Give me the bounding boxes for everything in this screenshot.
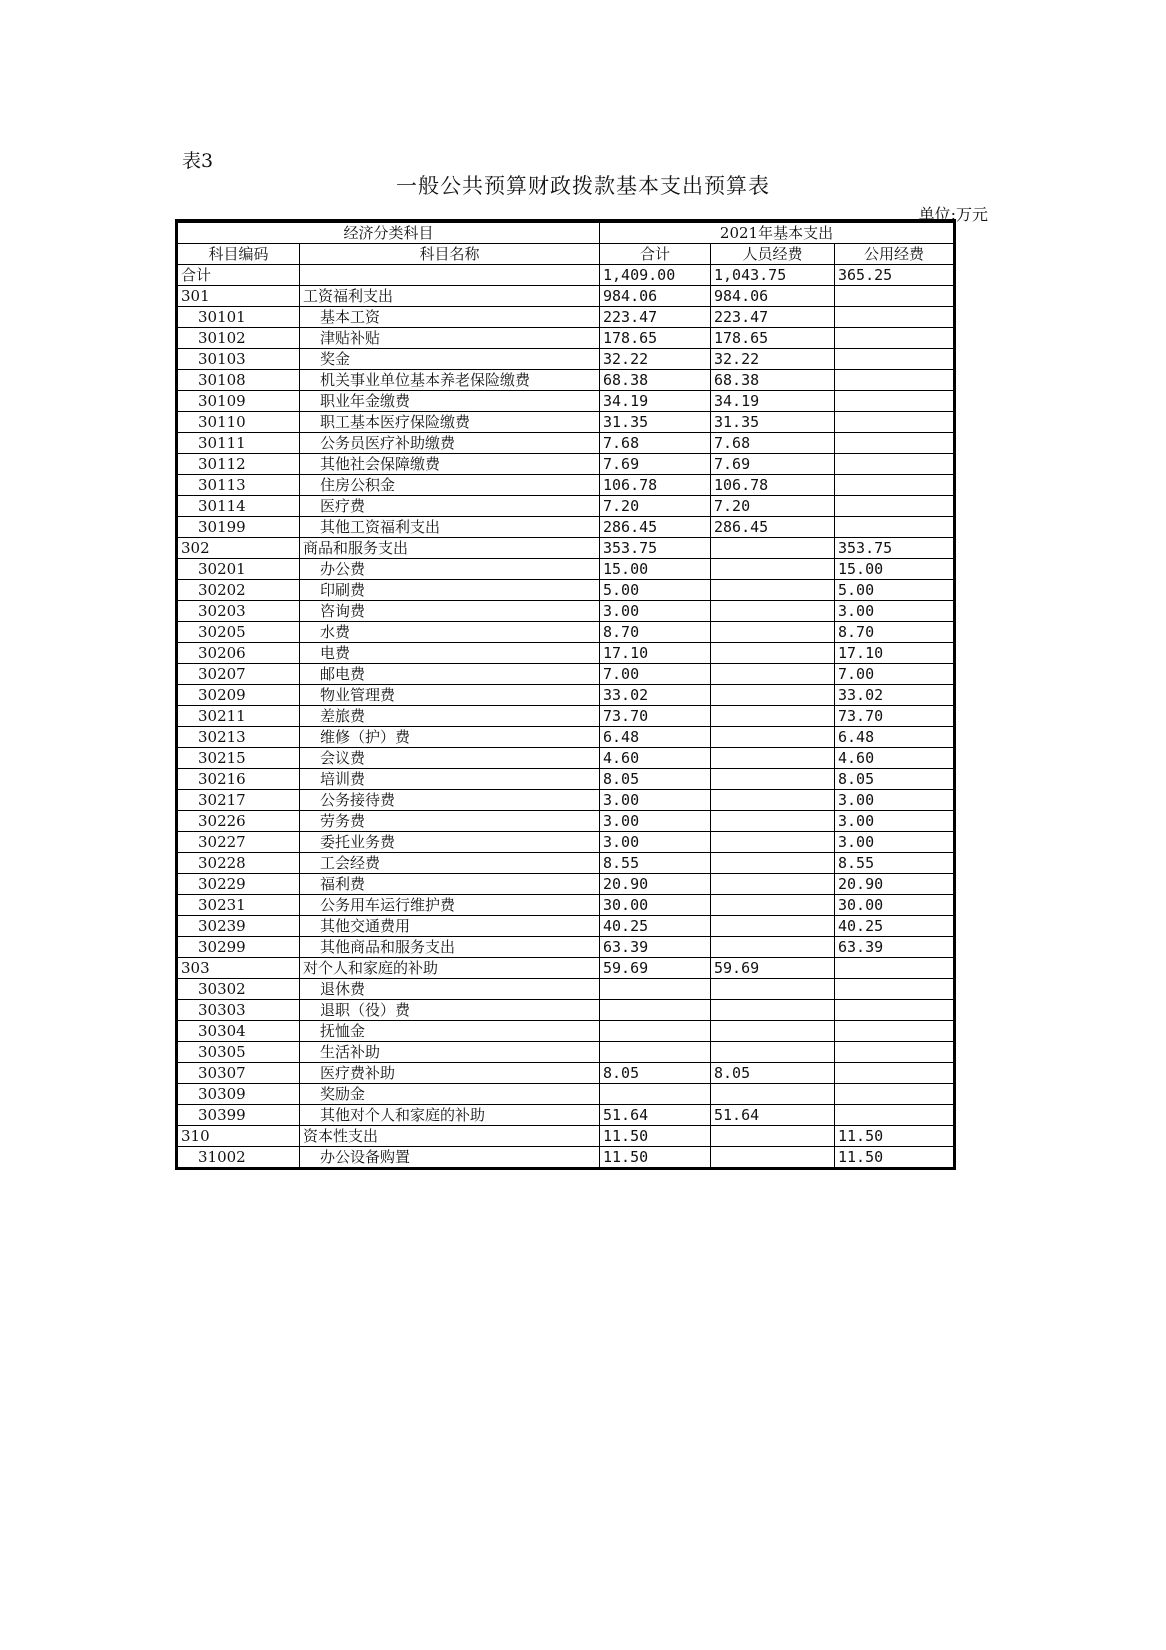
cell-public: 3.00 [835,790,954,811]
cell-code: 30227 [178,832,300,853]
table-row [178,286,954,307]
cell-personnel [711,1126,835,1147]
cell-public: 8.05 [835,769,954,790]
cell-public [835,1084,954,1105]
table-row [178,622,954,643]
cell-name: 培训费 [300,769,600,790]
cell-name: 其他工资福利支出 [300,517,600,538]
cell-personnel [711,979,835,1000]
cell-public: 73.70 [835,706,954,727]
table-label: 表3 [182,150,214,172]
cell-code: 30111 [178,433,300,454]
cell-public: 4.60 [835,748,954,769]
table-row [178,580,954,601]
cell-total: 4.60 [600,748,711,769]
cell-name: 差旅费 [300,706,600,727]
cell-personnel [711,832,835,853]
table-row [178,706,954,727]
cell-code: 30209 [178,685,300,706]
cell-name: 其他商品和服务支出 [300,937,600,958]
cell-public [835,517,954,538]
cell-personnel [711,748,835,769]
table-row [178,811,954,832]
table-row [178,328,954,349]
cell-name: 其他交通费用 [300,916,600,937]
cell-code: 30213 [178,727,300,748]
cell-total: 17.10 [600,643,711,664]
cell-personnel: 32.22 [711,349,835,370]
cell-name: 电费 [300,643,600,664]
cell-total [600,1084,711,1105]
cell-personnel [711,538,835,559]
cell-public [835,412,954,433]
cell-name: 咨询费 [300,601,600,622]
cell-code: 30231 [178,895,300,916]
header-economic-classification: 经济分类科目 [178,222,600,244]
cell-name: 住房公积金 [300,475,600,496]
header-basic-expenditure-2021: 2021年基本支出 [600,222,954,244]
cell-name: 基本工资 [300,307,600,328]
cell-personnel [711,874,835,895]
table-row [178,391,954,412]
cell-total: 3.00 [600,790,711,811]
cell-code: 30207 [178,664,300,685]
cell-public: 40.25 [835,916,954,937]
cell-personnel [711,706,835,727]
cell-total: 8.70 [600,622,711,643]
cell-name: 委托业务费 [300,832,600,853]
cell-personnel: 223.47 [711,307,835,328]
cell-public: 5.00 [835,580,954,601]
cell-name: 公务用车运行维护费 [300,895,600,916]
cell-code: 30307 [178,1063,300,1084]
header-total: 合计 [600,244,711,265]
cell-code: 30205 [178,622,300,643]
header-column-row [178,244,954,265]
cell-public: 7.00 [835,664,954,685]
cell-total: 286.45 [600,517,711,538]
table-row [178,1021,954,1042]
cell-personnel [711,937,835,958]
cell-public: 8.70 [835,622,954,643]
cell-total [600,1021,711,1042]
cell-public: 3.00 [835,601,954,622]
cell-name: 资本性支出 [300,1126,600,1147]
cell-code: 30114 [178,496,300,517]
cell-name: 水费 [300,622,600,643]
cell-total: 3.00 [600,811,711,832]
page-title: 一般公共预算财政拨款基本支出预算表 [396,174,770,198]
cell-public [835,307,954,328]
cell-name: 公务接待费 [300,790,600,811]
cell-code: 30101 [178,307,300,328]
unit-label: 单位:万元 [918,205,988,224]
cell-public [835,349,954,370]
cell-public: 353.75 [835,538,954,559]
cell-personnel [711,643,835,664]
cell-total: 7.69 [600,454,711,475]
cell-personnel [711,1000,835,1021]
cell-personnel [711,664,835,685]
cell-name: 印刷费 [300,580,600,601]
cell-code: 30102 [178,328,300,349]
cell-personnel: 8.05 [711,1063,835,1084]
cell-personnel: 7.20 [711,496,835,517]
cell-code: 30199 [178,517,300,538]
cell-total: 7.20 [600,496,711,517]
cell-personnel [711,580,835,601]
table-row [178,1042,954,1063]
cell-total: 11.50 [600,1147,711,1168]
cell-name: 邮电费 [300,664,600,685]
cell-name: 福利费 [300,874,600,895]
cell-personnel: 178.65 [711,328,835,349]
cell-code: 30226 [178,811,300,832]
cell-personnel [711,895,835,916]
cell-code: 30203 [178,601,300,622]
cell-total [600,1000,711,1021]
cell-personnel [711,1042,835,1063]
cell-personnel [711,559,835,580]
table-row [178,769,954,790]
table-row [178,1084,954,1105]
cell-personnel [711,685,835,706]
table-row [178,517,954,538]
table-row [178,307,954,328]
cell-name: 职业年金缴费 [300,391,600,412]
cell-code: 30202 [178,580,300,601]
cell-code: 301 [178,286,300,307]
cell-name: 退职（役）费 [300,1000,600,1021]
cell-name: 奖励金 [300,1084,600,1105]
cell-total: 73.70 [600,706,711,727]
cell-total: 68.38 [600,370,711,391]
table-row [178,1126,954,1147]
table-row [178,895,954,916]
cell-total: 63.39 [600,937,711,958]
cell-total: 7.00 [600,664,711,685]
cell-name [300,265,600,286]
budget-table [177,221,954,1168]
cell-public [835,475,954,496]
table-row [178,979,954,1000]
cell-code: 30206 [178,643,300,664]
header-public: 公用经费 [835,244,954,265]
cell-name: 劳务费 [300,811,600,832]
cell-total: 984.06 [600,286,711,307]
cell-total: 8.55 [600,853,711,874]
cell-public [835,1021,954,1042]
cell-name: 物业管理费 [300,685,600,706]
table-row [178,433,954,454]
cell-code: 30229 [178,874,300,895]
cell-total: 106.78 [600,475,711,496]
cell-code: 302 [178,538,300,559]
cell-personnel: 7.69 [711,454,835,475]
table-row [178,454,954,475]
cell-code: 30112 [178,454,300,475]
cell-total [600,1042,711,1063]
table-row [178,1063,954,1084]
table-row [178,937,954,958]
cell-personnel [711,1084,835,1105]
cell-personnel [711,916,835,937]
cell-code: 30215 [178,748,300,769]
cell-name: 维修（护）费 [300,727,600,748]
cell-total: 8.05 [600,769,711,790]
cell-code: 合计 [178,265,300,286]
cell-code: 310 [178,1126,300,1147]
cell-total: 59.69 [600,958,711,979]
cell-total: 11.50 [600,1126,711,1147]
cell-code: 30216 [178,769,300,790]
cell-name: 工资福利支出 [300,286,600,307]
table-row [178,475,954,496]
cell-code: 30103 [178,349,300,370]
cell-total: 34.19 [600,391,711,412]
cell-personnel [711,601,835,622]
cell-total: 33.02 [600,685,711,706]
cell-name: 津贴补贴 [300,328,600,349]
cell-personnel [711,1021,835,1042]
cell-public [835,1042,954,1063]
cell-code: 303 [178,958,300,979]
table-row [178,832,954,853]
cell-name: 医疗费 [300,496,600,517]
cell-personnel: 34.19 [711,391,835,412]
cell-total: 5.00 [600,580,711,601]
table-row [178,538,954,559]
header-personnel: 人员经费 [711,244,835,265]
cell-public [835,1063,954,1084]
cell-personnel [711,811,835,832]
cell-total: 178.65 [600,328,711,349]
cell-name: 对个人和家庭的补助 [300,958,600,979]
table-row [178,727,954,748]
cell-total: 353.75 [600,538,711,559]
cell-total: 51.64 [600,1105,711,1126]
cell-personnel [711,769,835,790]
cell-public [835,958,954,979]
cell-public: 15.00 [835,559,954,580]
table-row [178,1000,954,1021]
cell-name: 办公设备购置 [300,1147,600,1168]
table-row [178,874,954,895]
cell-personnel: 31.35 [711,412,835,433]
cell-total: 20.90 [600,874,711,895]
header-code: 科目编码 [178,244,300,265]
cell-name: 奖金 [300,349,600,370]
cell-personnel: 1,043.75 [711,265,835,286]
cell-name: 退休费 [300,979,600,1000]
table-row [178,265,954,286]
cell-total: 15.00 [600,559,711,580]
table-row [178,853,954,874]
cell-total: 7.68 [600,433,711,454]
cell-public: 20.90 [835,874,954,895]
table-body [178,265,954,1168]
cell-public: 63.39 [835,937,954,958]
cell-code: 30302 [178,979,300,1000]
table-row [178,1105,954,1126]
cell-personnel [711,790,835,811]
cell-public: 33.02 [835,685,954,706]
cell-code: 30110 [178,412,300,433]
header-name: 科目名称 [300,244,600,265]
cell-public: 30.00 [835,895,954,916]
cell-public [835,1000,954,1021]
cell-personnel: 984.06 [711,286,835,307]
cell-total: 31.35 [600,412,711,433]
table-row [178,559,954,580]
cell-name: 医疗费补助 [300,1063,600,1084]
cell-public: 6.48 [835,727,954,748]
cell-total: 30.00 [600,895,711,916]
cell-public [835,391,954,412]
cell-code: 30201 [178,559,300,580]
cell-public [835,370,954,391]
cell-public: 3.00 [835,832,954,853]
table-row [178,349,954,370]
table-row [178,412,954,433]
cell-public [835,496,954,517]
cell-name: 生活补助 [300,1042,600,1063]
cell-public: 11.50 [835,1126,954,1147]
cell-name: 工会经费 [300,853,600,874]
cell-name: 其他社会保障缴费 [300,454,600,475]
cell-name: 抚恤金 [300,1021,600,1042]
table-row [178,685,954,706]
cell-name: 办公费 [300,559,600,580]
cell-total: 32.22 [600,349,711,370]
cell-total: 8.05 [600,1063,711,1084]
cell-total: 1,409.00 [600,265,711,286]
cell-code: 30108 [178,370,300,391]
cell-name: 机关事业单位基本养老保险缴费 [300,370,600,391]
cell-personnel: 68.38 [711,370,835,391]
cell-name: 公务员医疗补助缴费 [300,433,600,454]
cell-total [600,979,711,1000]
table-row [178,748,954,769]
cell-personnel [711,727,835,748]
cell-total: 6.48 [600,727,711,748]
cell-code: 30217 [178,790,300,811]
table-row [178,916,954,937]
table-row [178,664,954,685]
cell-public [835,979,954,1000]
table-row [178,601,954,622]
cell-public: 8.55 [835,853,954,874]
cell-personnel: 59.69 [711,958,835,979]
cell-public [835,328,954,349]
table-row [178,643,954,664]
cell-public: 17.10 [835,643,954,664]
cell-code: 30239 [178,916,300,937]
cell-personnel [711,853,835,874]
table-row [178,496,954,517]
cell-public: 3.00 [835,811,954,832]
cell-code: 30304 [178,1021,300,1042]
cell-code: 30113 [178,475,300,496]
cell-personnel [711,1147,835,1168]
table-row [178,1147,954,1168]
cell-total: 40.25 [600,916,711,937]
header-group-row [178,222,954,244]
cell-personnel: 51.64 [711,1105,835,1126]
cell-name: 其他对个人和家庭的补助 [300,1105,600,1126]
cell-public: 365.25 [835,265,954,286]
cell-name: 会议费 [300,748,600,769]
table-row [178,370,954,391]
cell-name: 商品和服务支出 [300,538,600,559]
cell-public [835,433,954,454]
cell-code: 30299 [178,937,300,958]
cell-public [835,454,954,475]
cell-total: 3.00 [600,601,711,622]
cell-code: 30228 [178,853,300,874]
cell-public: 11.50 [835,1147,954,1168]
cell-code: 30303 [178,1000,300,1021]
cell-name: 职工基本医疗保险缴费 [300,412,600,433]
cell-personnel: 7.68 [711,433,835,454]
cell-code: 30309 [178,1084,300,1105]
table-row [178,790,954,811]
cell-code: 30305 [178,1042,300,1063]
cell-code: 31002 [178,1147,300,1168]
cell-personnel [711,622,835,643]
cell-personnel: 286.45 [711,517,835,538]
cell-code: 30399 [178,1105,300,1126]
cell-public [835,1105,954,1126]
cell-code: 30109 [178,391,300,412]
cell-code: 30211 [178,706,300,727]
cell-public [835,286,954,307]
table-row [178,958,954,979]
cell-total: 3.00 [600,832,711,853]
cell-personnel: 106.78 [711,475,835,496]
cell-total: 223.47 [600,307,711,328]
